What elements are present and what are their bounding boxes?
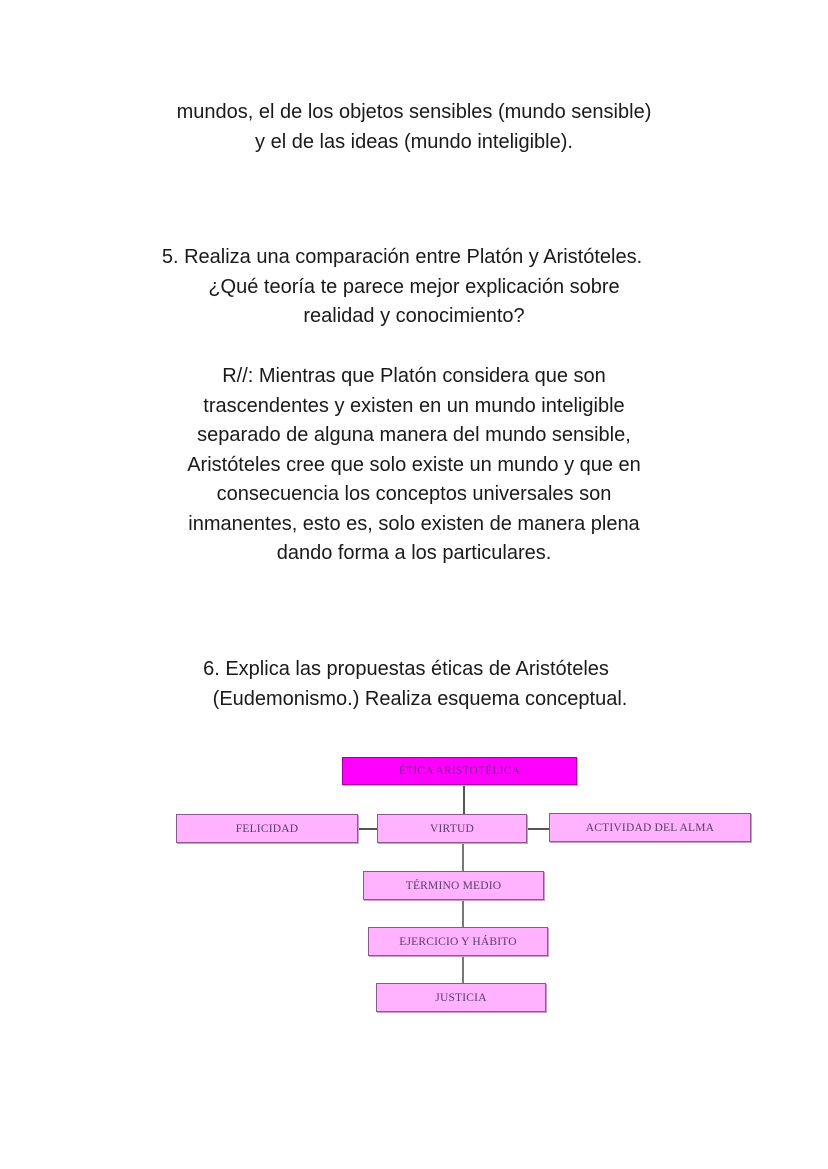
node-label: JUSTICIA [435, 991, 487, 1004]
node-ejercicio-y-habito [368, 927, 548, 956]
intro-line-1: mundos, el de los objetos sensibles (mundo sensible) [176, 101, 652, 123]
node-label: ÉTICA ARISTOTÉLICA [398, 765, 521, 777]
node-termino-medio [363, 871, 544, 900]
connector-virtud-actividad [526, 828, 549, 830]
question-5-line-3: realidad y conocimiento? [303, 305, 525, 327]
node-label: EJERCICIO Y HÁBITO [399, 935, 517, 948]
question-5-continued [0, 273, 828, 332]
answer-5-line-1: R//: Mientras que Platón considera que son [222, 365, 606, 387]
intro-line-2: y el de las ideas (mundo inteligible). [255, 130, 573, 153]
node-label: ACTIVIDAD DEL ALMA [585, 821, 715, 834]
answer-5-line-7: dando forma a los particulares. [276, 542, 552, 564]
node-actividad-del-alma [549, 813, 751, 842]
answer-5-line-4: Aristóteles cree que solo existe un mundo y que en [187, 453, 641, 476]
node-justicia [376, 983, 546, 1012]
node-virtud [377, 814, 527, 843]
answer-5-line-6: inmanentes, esto es, solo existen de manera plena [188, 512, 640, 535]
connector-termino-ejercicio [462, 899, 464, 928]
connector-felicidad-virtud [357, 828, 377, 830]
node-label: VIRTUD [430, 822, 474, 835]
question-6-line-1: 6. Explica las propuestas éticas de Aristóteles [203, 658, 609, 680]
question-6 [0, 655, 828, 714]
question-5-line-2: ¿Qué teoría te parece mejor explicación sobre [208, 275, 620, 298]
connector-virtud-termino [462, 842, 464, 872]
question-6-line-2: (Eudemonismo.) Realiza esquema conceptual. [212, 687, 628, 710]
answer-5-line-2: trascendentes y existen en un mundo inteligible [203, 394, 625, 417]
answer-5-line-3: separado de alguna manera del mundo sensible, [197, 424, 631, 446]
connector-root-virtud [463, 784, 465, 815]
node-label: TÉRMINO MEDIO [405, 879, 502, 892]
node-etica-aristotelica [342, 757, 577, 785]
node-felicidad [176, 814, 358, 843]
answer-5 [0, 362, 828, 569]
node-label: FELICIDAD [235, 822, 299, 835]
answer-5-line-5: consecuencia los conceptos universales son [216, 483, 612, 505]
intro-paragraph [0, 98, 828, 157]
question-5 [0, 243, 816, 273]
question-5-line-1: 5. Realiza una comparación entre Platón y Aristóteles. [161, 246, 643, 268]
connector-ejercicio-justicia [462, 955, 464, 984]
